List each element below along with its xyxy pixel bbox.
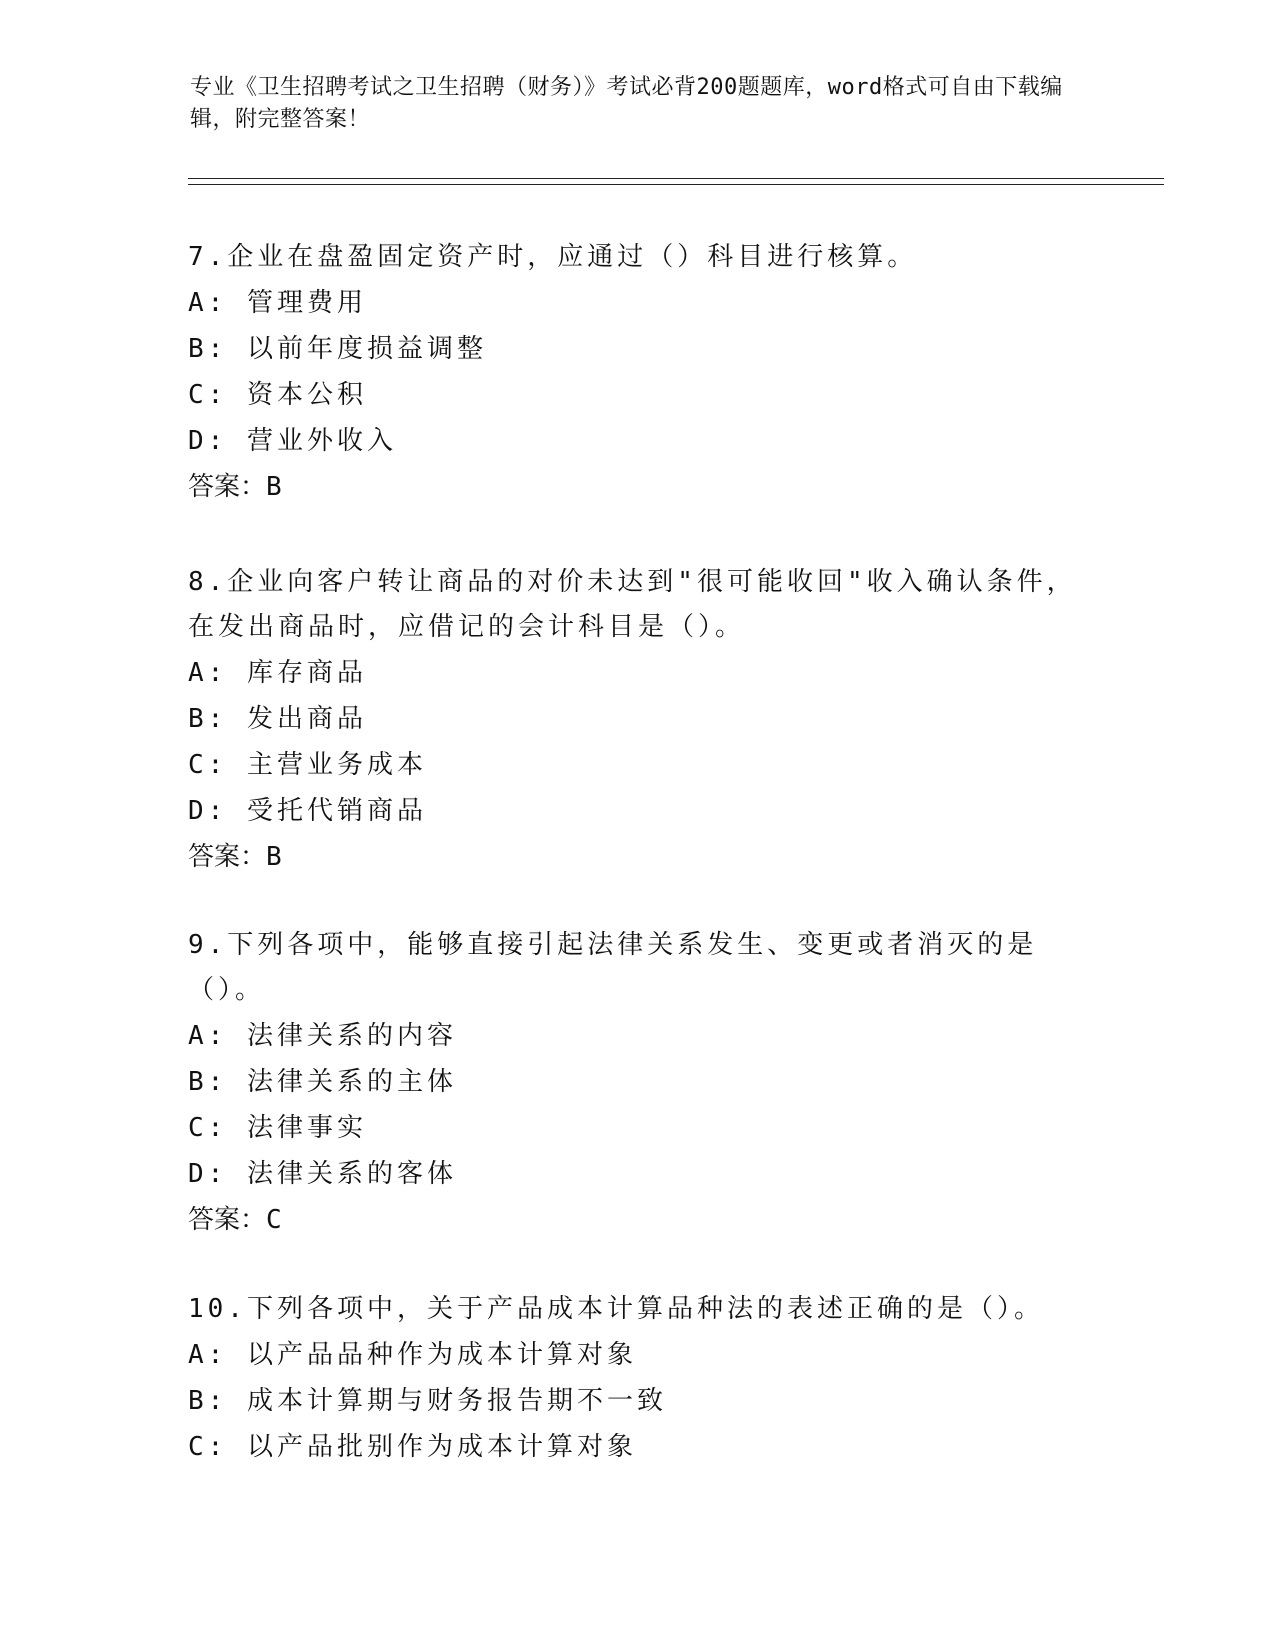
question-text: 7.企业在盘盈固定资产时，应通过（）科目进行核算。 (188, 242, 918, 272)
answer-value: C (266, 1205, 282, 1235)
option-c: C: 以产品批别作为成本计算对象 (188, 1432, 637, 1462)
answer-label: 答案： (188, 842, 267, 872)
option-a: A: 法律关系的内容 (188, 1021, 457, 1051)
option-b: B: 法律关系的主体 (188, 1067, 457, 1097)
option-d: D: 受托代销商品 (188, 796, 427, 826)
question-8 (188, 560, 1088, 880)
question-9 (188, 923, 1088, 1243)
option-b: B: 发出商品 (188, 704, 367, 734)
question-text: 9.下列各项中，能够直接引起法律关系发生、变更或者消灭的是（）。 (188, 930, 1038, 1005)
answer-label: 答案： (188, 472, 267, 502)
option-d: D: 法律关系的客体 (188, 1159, 457, 1189)
question-7 (188, 235, 1088, 510)
option-b: B: 以前年度损益调整 (188, 334, 487, 364)
option-c: C: 法律事实 (188, 1113, 367, 1143)
answer-line (188, 1197, 1088, 1243)
option-a: A: 管理费用 (188, 288, 367, 318)
option-a: A: 以产品品种作为成本计算对象 (188, 1340, 637, 1370)
question-text: 10.下列各项中，关于产品成本计算品种法的表述正确的是（）。 (188, 1294, 1044, 1324)
document-intro: 专业《卫生招聘考试之卫生招聘（财务）》考试必背200题题库，word格式可自由下载编辑，附完整答案！ (190, 75, 1063, 132)
answer-line (188, 464, 1088, 510)
option-c: C: 资本公积 (188, 380, 367, 410)
header-divider-top (188, 178, 1164, 179)
answer-value: B (266, 472, 282, 502)
option-b: B: 成本计算期与财务报告期不一致 (188, 1386, 667, 1416)
question-text: 8.企业向客户转让商品的对价未达到"很可能收回"收入确认条件，在发出商品时，应借记的会计科目是（）。 (188, 567, 1077, 642)
option-a: A: 库存商品 (188, 658, 367, 688)
question-10 (188, 1287, 1088, 1470)
option-d: D: 营业外收入 (188, 426, 397, 456)
header-divider-bottom (188, 184, 1164, 185)
option-c: C: 主营业务成本 (188, 750, 427, 780)
answer-value: B (266, 842, 282, 872)
answer-label: 答案： (188, 1205, 267, 1235)
answer-line (188, 834, 1088, 880)
